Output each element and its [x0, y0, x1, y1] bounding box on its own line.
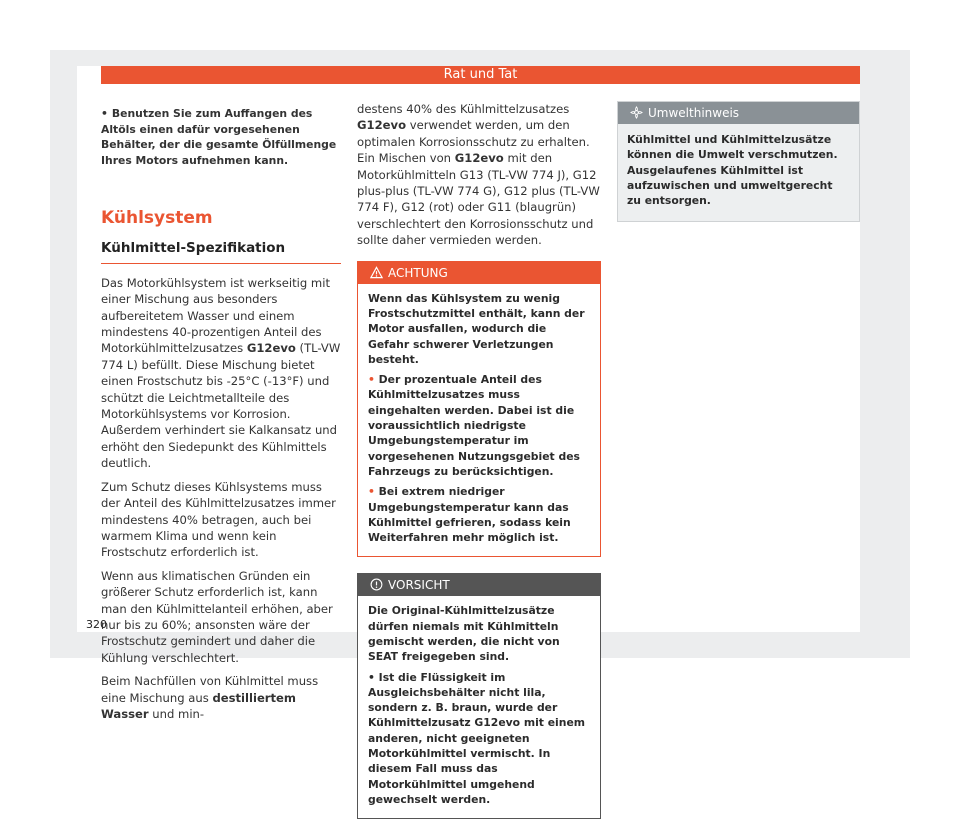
environment-text: Kühlmittel und Kühlmittelzusätze können die Umwelt verschmutzen. Ausgelaufenes Kühlmittel ist aufzuwischen und umweltgerecht zu entsorgen.: [627, 133, 838, 208]
column-right: [617, 101, 860, 222]
column-left: [101, 106, 341, 729]
leaf-icon: [630, 106, 643, 119]
paragraph: Das Motorkühlsystem ist werkseitig mit einer Mischung aus besonders aufbereitetem Wasser und einem mindestens 40-prozentigen Anteil des Motorkühlmittelzusatzes G12evo (TL-VW 774 L) befüllt. Diese Mischung bietet einen Frostschutz bis -25°C (-13°F) und schützt die Leichtmetallteile des Motorkühlsystems vor Korrosion. Außerdem verhindert sie Kalkansatz und erhöht den Siedepunkt des Kühlmittels deutlich.: [101, 275, 341, 471]
warning-box-header: [358, 262, 600, 284]
environment-box-title: Umwelthinweis: [648, 106, 740, 120]
paragraph: destens 40% des Kühlmittelzusatzes G12evo verwendet werden, um den optimalen Korrosionsschutz zu erhalten. Ein Mischen von G12evo mit den Motorkühlmitteln G13 (TL-VW 774 J), G12 plus-plus (TL-VW 774 G), G12 plus (TL-VW 774 F), G12 (rot) oder G11 (blaugrün) verschlechtert den Korrosionsschutz und sollte daher vermieden werden.: [357, 102, 600, 248]
warning-triangle-icon: [370, 266, 383, 279]
page-number: 320: [86, 618, 107, 631]
warning-box-title: ACHTUNG: [388, 265, 448, 280]
caution-box-body: [358, 596, 600, 818]
header-title: Rat und Tat: [443, 67, 518, 82]
section-title: Kühlsystem: [101, 208, 213, 228]
warning-text: Wenn das Kühlsystem zu wenig Frostschutzmittel enthält, kann der Motor ausfallen, wodurch die Gefahr schwerer Verletzungen besteht.: [368, 291, 585, 366]
bullet-dot: •: [368, 485, 375, 499]
paragraph: Wenn aus klimatischen Gründen ein größerer Schutz erforderlich ist, kann man den Kühlmittelanteil erhöhen, aber nur bis zu 60%; ansonsten wäre der Frostschutz gemindert und daher die Kühlung verschlechtert.: [101, 568, 333, 665]
intro-bullet: [101, 106, 341, 168]
column-middle: [357, 101, 601, 819]
intro-bullet-text: Benutzen Sie zum Auffangen des Altöls einen dafür vorgesehenen Behälter, der die gesamte Ölfüllmenge Ihres Motors aufnehmen kann.: [101, 107, 337, 167]
environment-box-body: [618, 124, 859, 221]
paragraph: Zum Schutz dieses Kühlsystems muss der Anteil des Kühlmittelzusatzes immer mindestens 40% betragen, auch bei warmem Klima und wenn kein Frostschutz erforderlich ist.: [101, 479, 336, 560]
exclamation-circle-icon: [370, 578, 383, 591]
warning-bullet: • Bei extrem niedriger Umgebungstemperatur kann das Kühlmittel gefrieren, sodass kein Weiterfahren mehr möglich ist.: [368, 485, 571, 545]
caution-box-header: [358, 574, 600, 596]
caution-box: [357, 573, 601, 819]
bullet-dot: •: [368, 373, 375, 387]
warning-box-body: [358, 284, 600, 557]
paragraph: Beim Nachfüllen von Kühlmittel muss eine Mischung aus destilliertem Wasser und min-: [101, 674, 319, 721]
environment-box-header: [618, 102, 859, 124]
bullet-dot: •: [101, 107, 108, 120]
caution-bullet: • Ist die Flüssigkeit im Ausgleichsbehälter nicht lila, sondern z. B. braun, wurde der Kühlmittelzusatz G12evo mit einem anderen, nicht geeigneten Motorkühlmittel vermischt. In diesem Fall muss das Motorkühlmittel umgehend gewechselt werden.: [368, 670, 586, 806]
caution-box-title: VORSICHT: [388, 578, 450, 593]
subsection-title: Kühlmittel-Spezifikation: [101, 240, 341, 263]
environment-box: [617, 101, 860, 222]
warning-box: [357, 261, 601, 558]
bullet-dot: •: [368, 670, 375, 684]
warning-bullet: • Der prozentuale Anteil des Kühlmittelzusatzes muss eingehalten werden. Dabei ist die voraussichtlich niedrigste Umgebungstemperatur im vorgesehenen Nutzungsgebiet des Fahrzeugs zu berücksichtigen.: [368, 373, 580, 478]
page-header: [101, 66, 860, 84]
caution-text: Die Original-Kühlmittelzusätze dürfen niemals mit Kühlmitteln gemischt werden, die nicht von SEAT freigegeben sind.: [368, 604, 560, 664]
